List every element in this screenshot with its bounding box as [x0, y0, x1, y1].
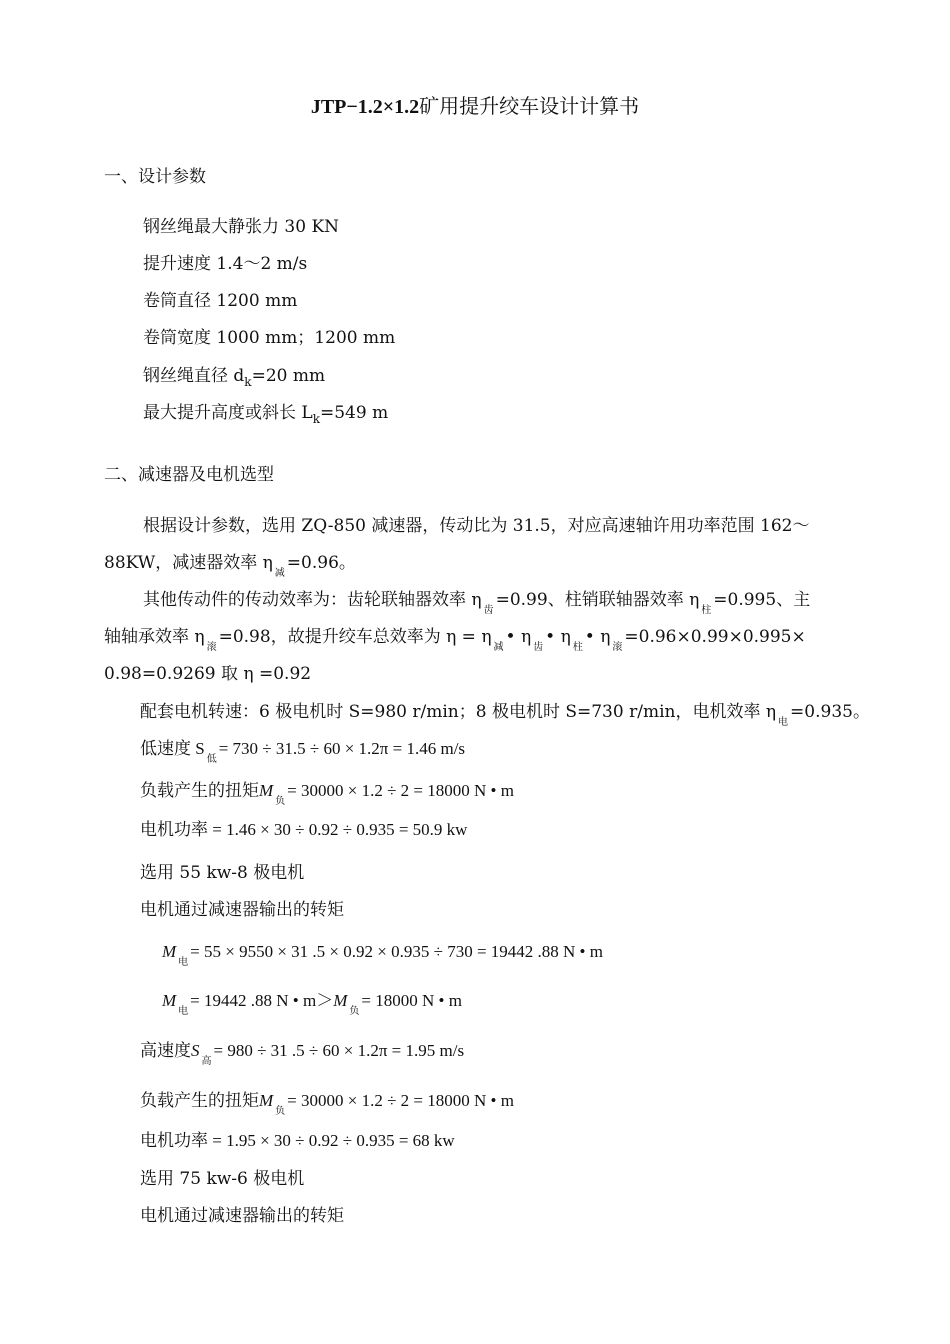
- text-run: 低速度 S: [140, 739, 205, 758]
- subscript: 齿: [483, 605, 494, 616]
- low-output-label: 电机通过减速器输出的转矩: [140, 900, 344, 920]
- subscript: 电: [778, 717, 789, 728]
- subscript: 减: [493, 642, 504, 653]
- subscript: 电: [178, 957, 189, 968]
- para2-line3: 0.98=0.9269 取 η =0.92: [104, 664, 312, 684]
- motor-speed-line: [140, 701, 870, 726]
- math-symbol: M: [333, 991, 348, 1010]
- param-rope-diameter: [143, 365, 325, 388]
- param-drum-diameter: 卷筒直径 1200 mm: [143, 291, 298, 311]
- reducer-efficiency-sub: 减: [274, 568, 285, 579]
- reducer-efficiency-label: 88KW，减速器效率 η: [104, 553, 273, 573]
- document-title: [0, 93, 950, 120]
- para1-line2: [104, 552, 356, 577]
- subscript: 滚: [612, 642, 623, 653]
- text-run: 负载产生的扭矩: [140, 781, 259, 800]
- low-torque-line: [140, 780, 514, 805]
- title-text: 矿用提升绞车设计计算书: [419, 94, 640, 118]
- param-speed: 提升速度 1.4～2 m/s: [143, 254, 308, 274]
- text-run: • η: [584, 627, 611, 647]
- text-run: • η: [545, 627, 571, 647]
- math-symbol: S: [191, 1041, 200, 1060]
- low-power-line: 电机功率 = 1.46 × 30 ÷ 0.92 ÷ 0.935 = 50.9 kw: [140, 820, 468, 839]
- math-symbol: M: [259, 781, 274, 800]
- equation: = 18000 N • m: [361, 991, 462, 1010]
- subscript: 柱: [701, 605, 712, 616]
- low-select-line: 选用 55 kw-8 极电机: [140, 863, 305, 883]
- low-speed-line: [140, 738, 465, 763]
- text-run: 轴轴承效率 η: [104, 627, 205, 647]
- equation: = 30000 × 1.2 ÷ 2 = 18000 N • m: [287, 781, 514, 800]
- equation: = 980 ÷ 31 .5 ÷ 60 × 1.2π = 1.95 m/s: [213, 1041, 465, 1060]
- equation: = 55 × 9550 × 31 .5 × 0.92 × 0.935 ÷ 730 = 19442 .88 N • m: [190, 942, 603, 961]
- subscript: 滚: [206, 642, 217, 653]
- max-length-value: =549 m: [319, 403, 389, 423]
- high-torque-line: [140, 1090, 514, 1115]
- rope-diameter-value: =20 mm: [251, 366, 326, 386]
- text-run: • η: [505, 627, 532, 647]
- text-run: =0.96×0.99×0.995×: [624, 627, 806, 647]
- high-output-label: 电机通过减速器输出的转矩: [140, 1206, 344, 1226]
- max-length-sub: k: [312, 412, 320, 426]
- text-run: 配套电机转速：6 极电机时 S=980 r/min；8 极电机时 S=730 r/min，电机效率 η: [140, 702, 777, 722]
- param-drum-width: 卷筒宽度 1000 mm；1200 mm: [143, 328, 396, 348]
- text-run: 其他传动件的传动效率为：齿轮联轴器效率 η: [143, 590, 482, 610]
- high-power-line: 电机功率 = 1.95 × 30 ÷ 0.92 ÷ 0.935 = 68 kw: [140, 1131, 455, 1150]
- para2-line2: [104, 626, 806, 651]
- max-length-label: 最大提升高度或斜长 L: [143, 403, 313, 423]
- section1-heading: 一、设计参数: [104, 167, 206, 187]
- subscript: 负: [275, 796, 286, 807]
- subscript: 负: [275, 1106, 286, 1117]
- rope-diameter-sub: k: [244, 375, 252, 389]
- subscript: 高: [201, 1056, 212, 1067]
- equation: = 730 ÷ 31.5 ÷ 60 × 1.2π = 1.46 m/s: [218, 739, 466, 758]
- rope-diameter-label: 钢丝绳直径 d: [143, 366, 245, 386]
- equation: = 19442 .88 N • m＞: [190, 991, 334, 1010]
- param-max-length: [143, 402, 388, 425]
- torque-compare-eq: [162, 990, 462, 1015]
- text-run: =0.935。: [790, 702, 870, 722]
- reducer-efficiency-value: =0.96。: [286, 553, 356, 573]
- para2-line1: [143, 589, 810, 614]
- high-speed-line: [140, 1040, 464, 1065]
- math-symbol: M: [162, 991, 177, 1010]
- param-max-tension: 钢丝绳最大静张力 30 KN: [143, 217, 340, 237]
- para1-line1: 根据设计参数，选用 ZQ-850 减速器，传动比为 31.5，对应高速轴许用功率范围 162～: [143, 516, 810, 536]
- low-output-eq: [162, 941, 603, 966]
- high-select-line: 选用 75 kw-6 极电机: [140, 1169, 305, 1189]
- title-code: JTP−1.2×1.2: [310, 96, 420, 118]
- subscript: 低: [206, 754, 217, 765]
- equation: = 30000 × 1.2 ÷ 2 = 18000 N • m: [287, 1091, 514, 1110]
- text-run: =0.99、柱销联轴器效率 η: [495, 590, 700, 610]
- text-run: =0.995、主: [713, 590, 811, 610]
- text-run: 负载产生的扭矩: [140, 1091, 259, 1110]
- math-symbol: M: [162, 942, 177, 961]
- section2-heading: 二、减速器及电机选型: [104, 465, 274, 485]
- math-symbol: M: [259, 1091, 274, 1110]
- subscript: 负: [349, 1006, 360, 1017]
- text-run: =0.98，故提升绞车总效率为 η = η: [218, 627, 492, 647]
- subscript: 齿: [533, 642, 544, 653]
- subscript: 柱: [572, 642, 583, 653]
- subscript: 电: [178, 1006, 189, 1017]
- text-run: 高速度: [140, 1041, 191, 1060]
